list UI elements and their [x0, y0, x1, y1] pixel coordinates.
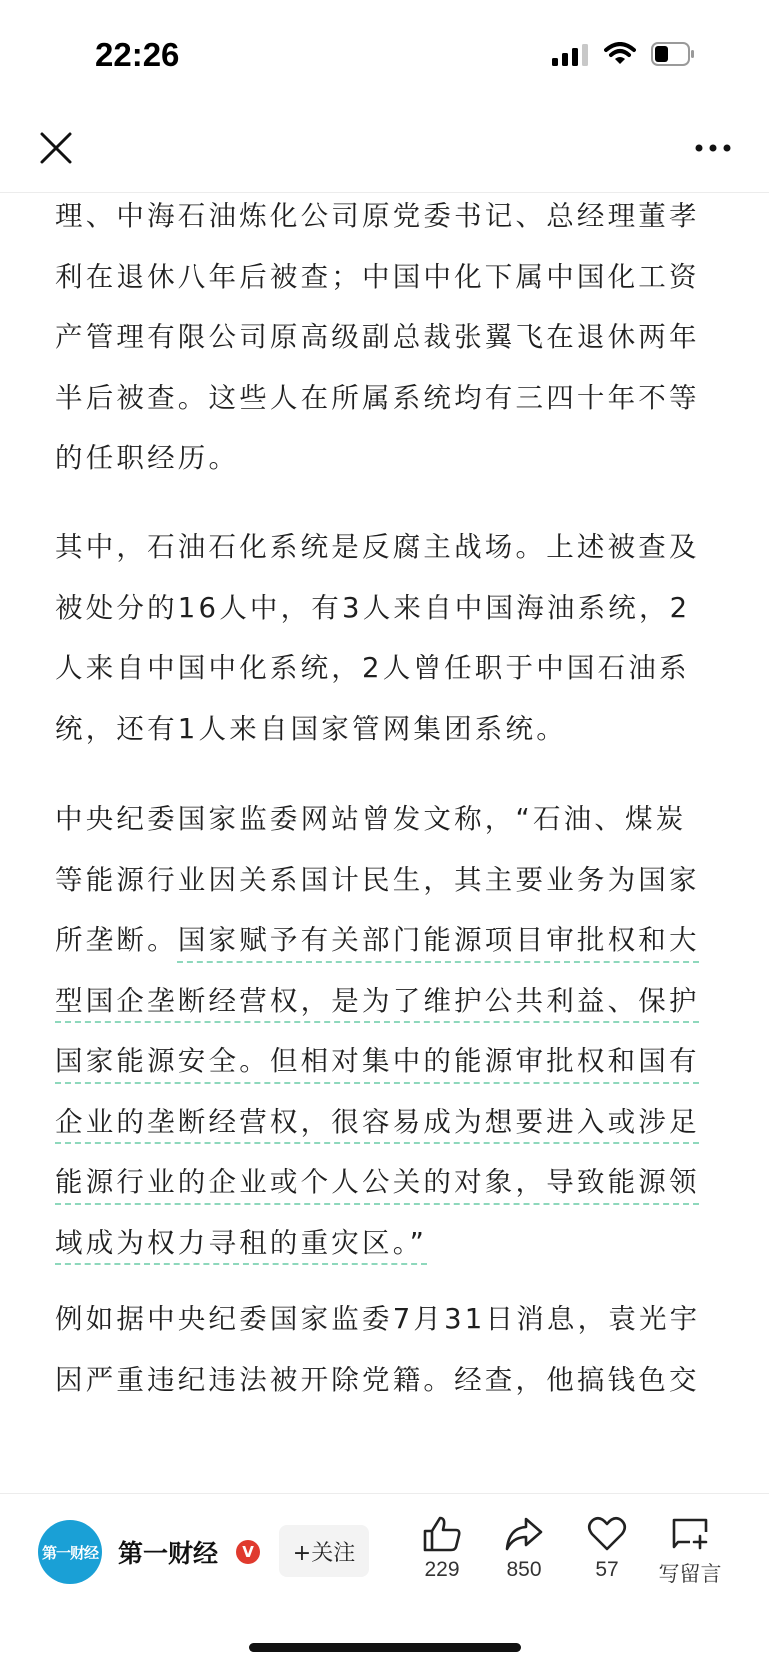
- paragraph-2: 其中，石油石化系统是反腐主战场。上述被查及被处分的16人中，有3人来自中国海油系统，2人来自中国中化系统，2人曾任职于中国石油系统，还有1人来自国家管网集团系统。: [55, 531, 700, 745]
- heart-icon: [587, 1516, 627, 1552]
- article-body: [0, 193, 769, 1493]
- favorite-button[interactable]: [567, 1516, 647, 1582]
- source-logo[interactable]: 第一财经: [38, 1520, 102, 1584]
- wifi-icon: [604, 42, 636, 66]
- battery-icon: [651, 42, 695, 66]
- like-button[interactable]: [402, 1516, 482, 1582]
- highlighted-quote[interactable]: 国家赋予有关部门能源项目审批权和大型国企垄断经营权，是为了维护公共利益、保护国家能源安全。但相对集中的能源审批权和国有企业的垄断经营权，很容易成为想要进入或涉足能源行业的企业或个人公关的对象，导致能源领域成为权力寻租的重灾区。”: [55, 924, 700, 1259]
- share-icon: [504, 1516, 544, 1552]
- like-count: 229: [424, 1558, 460, 1581]
- more-icon[interactable]: [693, 136, 733, 160]
- status-bar: [0, 0, 769, 110]
- follow-button[interactable]: +关注: [279, 1525, 369, 1577]
- comment-icon: [670, 1516, 710, 1552]
- paragraph-3-text: 中央纪委国家监委网站曾发文称，“石油、煤炭等能源行业因关系国计民生，其主要业务为国家所垄断。: [55, 803, 700, 956]
- close-icon[interactable]: [38, 130, 74, 166]
- verified-badge: V: [236, 1540, 260, 1564]
- nav-bar: [0, 110, 769, 193]
- paragraph-4: 例如据中央纪委国家监委7月31日消息，袁光宇因严重违纪违法被开除党籍。经查，他搞钱色交: [55, 1303, 701, 1396]
- comment-button[interactable]: [650, 1516, 730, 1588]
- thumbs-up-icon: [422, 1516, 462, 1552]
- bottom-action-bar: [0, 1493, 769, 1666]
- favorite-count: 57: [595, 1558, 619, 1581]
- source-name[interactable]: 第一财经: [118, 1539, 219, 1568]
- paragraph-1: 理、中海石油炼化公司原党委书记、总经理董孝利在退休八年后被查；中国中化下属中国化工资产管理有限公司原高级副总裁张翼飞在退休两年半后被查。这些人在所属系统均有三四十年不等的任职经历。: [55, 200, 700, 474]
- cellular-signal-icon: [552, 44, 590, 66]
- paragraph-3: [55, 789, 715, 1273]
- home-indicator[interactable]: [249, 1643, 521, 1652]
- comment-label: 写留言: [658, 1563, 722, 1586]
- share-button[interactable]: [484, 1516, 564, 1582]
- status-time: 22:26: [95, 36, 180, 73]
- share-count: 850: [506, 1558, 542, 1581]
